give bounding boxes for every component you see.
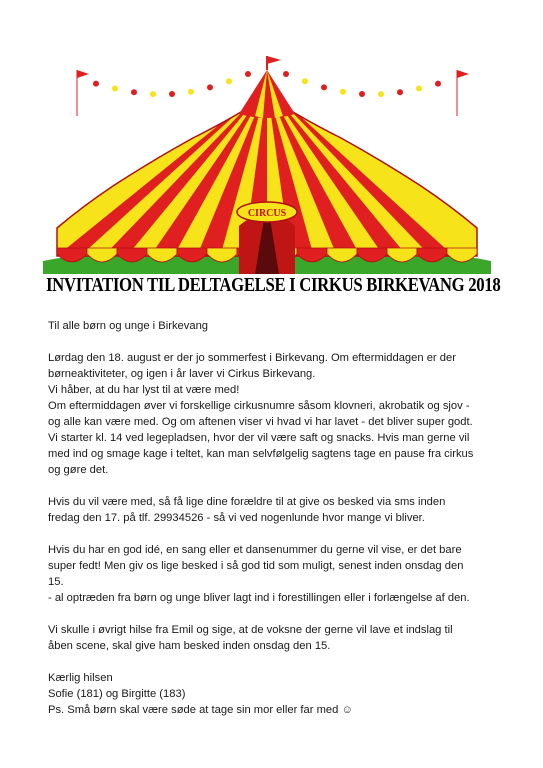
paragraph-signature: Kærlig hilsen Sofie (181) og Birgitte (183) Ps. Små børn skal være søde at tage sin mor eller far med ☺ <box>48 672 353 716</box>
paragraph-ideas: Hvis du har en god idé, en sang eller et dansenummer du gerne vil vise, er det bare super fedt! Men giv os lige besked i så god tid som muligt, senest inden onsdag den 15. - al optræden fra børn og unge bliver lagt ind i forestillingen eller i forlængelse af den. <box>48 544 470 604</box>
circus-sign-text: CIRCUS <box>247 208 287 219</box>
circus-tent-illustration <box>43 56 491 274</box>
tent-top <box>239 70 295 118</box>
paragraph-open-stage: Vi skulle i øvrigt hilse fra Emil og sige, at de voksne der gerne vil lave et indslag til åben scene, skal give ham besked inden onsdag den 15. <box>48 624 453 652</box>
invitation-body <box>48 318 500 718</box>
paragraph-signup: Hvis du vil være med, så få lige dine forældre til at give os besked via sms inden fredag den 17. på tlf. 29934526 - så vi ved nogenlunde hvor mange vi bliver. <box>48 496 446 524</box>
invitation-title: INVITATION TIL DELTAGELSE I CIRKUS BIRKEVANG 2018 <box>46 275 501 296</box>
paragraph-event-info: Lørdag den 18. august er der jo sommerfest i Birkevang. Om eftermiddagen er der børneaktiviteter, og igen i år laver vi Cirkus Birkevang. Vi håber, at du har lyst til at være med! Om eftermiddagen øver vi forskellige cirkusnumre såsom klovneri, akrobatik og sjov - og alle kan være med. Og om aftenen viser vi hvad vi har lavet - det bliver super godt. Vi starter kl. 14 ved legepladsen, hvor der vil være saft og snacks. Hvis man gerne vil med ind og smage kage i teltet, kan man selvfølgelig sagtens tage en pause fra cirkus og gøre det. <box>48 352 474 476</box>
paragraph-greeting: Til alle børn og unge i Birkevang <box>48 320 209 332</box>
